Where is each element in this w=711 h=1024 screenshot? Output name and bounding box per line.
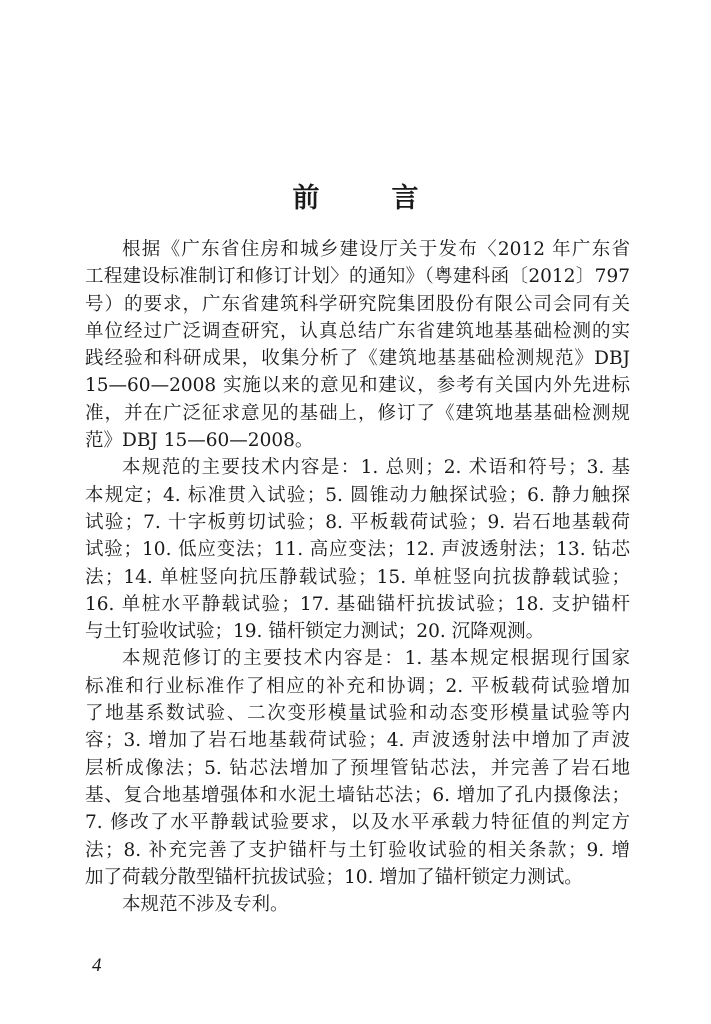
paragraph — [85, 454, 630, 645]
text-line: 容；3. 增加了岩石地基载荷试验；4. 声波透射法中增加了声波 — [85, 730, 630, 752]
title-char-2: 言 — [391, 183, 419, 214]
text-line: 试验；7. 十字板剪切试验；8. 平板载荷试验；9. 岩石地基载荷 — [85, 511, 630, 533]
preface-body — [85, 236, 630, 918]
text-line: 试验；10. 低应变法；11. 高应变法；12. 声波透射法；13. 钻芯 — [85, 539, 630, 561]
paragraph — [85, 645, 630, 891]
text-line: 范》DBJ 15—60—2008。 — [85, 430, 314, 452]
page-number: 4 — [92, 955, 102, 976]
text-line: 本规定；4. 标准贯入试验；5. 圆锥动力触探试验；6. 静力触探 — [85, 484, 630, 506]
text-line: 法；14. 单桩竖向抗压静载试验；15. 单桩竖向抗拔静载试验； — [85, 566, 630, 588]
text-line: 法；8. 补充完善了支护锚杆与土钉验收试验的相关条款；9. 增 — [85, 839, 630, 861]
text-line: 了地基系数试验、二次变形模量试验和动态变形模量试验等内 — [85, 703, 630, 725]
text-line: 基、复合地基增强体和水泥土墙钻芯法；6. 增加了孔内摄像法； — [85, 784, 630, 806]
text-line: 准，并在广泛征求意见的基础上，修订了《建筑地基基础检测规 — [85, 402, 630, 424]
text-line: 践经验和科研成果，收集分析了《建筑地基基础检测规范》DBJ — [85, 348, 630, 370]
text-line: 7. 修改了水平静载试验要求，以及水平承载力特征值的判定方 — [85, 812, 630, 834]
text-line: 根据《广东省住房和城乡建设厅关于发布〈2012 年广东省 — [122, 239, 630, 260]
title-char-1: 前 — [292, 183, 320, 214]
text-line: 单位经过广泛调查研究，认真总结广东省建筑地基基础检测的实 — [85, 320, 630, 342]
paragraph — [85, 891, 630, 918]
text-line: 标准和行业标准作了相应的补充和协调；2. 平板载荷试验增加 — [85, 675, 630, 697]
page-title — [0, 176, 711, 215]
text-line: 号）的要求，广东省建筑科学研究院集团股份有限公司会同有关 — [85, 293, 630, 315]
text-line: 本规范修订的主要技术内容是：1. 基本规定根据现行国家 — [122, 648, 630, 670]
text-line: 层析成像法；5. 钻芯法增加了预埋管钻芯法，并完善了岩石地 — [85, 757, 630, 779]
text-line: 本规范不涉及专利。 — [122, 894, 289, 916]
text-line: 本规范的主要技术内容是：1. 总则；2. 术语和符号；3. 基 — [122, 457, 630, 479]
text-line: 工程建设标准制订和修订计划〉的通知》（粤建科函〔2012〕797 — [85, 266, 630, 288]
paragraph — [85, 236, 630, 454]
text-line: 15—60—2008 实施以来的意见和建议，参考有关国内外先进标 — [85, 375, 630, 397]
text-line: 16. 单桩水平静载试验；17. 基础锚杆抗拔试验；18. 支护锚杆 — [85, 593, 630, 615]
text-line: 加了荷载分散型锚杆抗拔试验；10. 增加了锚杆锁定力测试。 — [85, 866, 583, 888]
text-line: 与土钉验收试验；19. 锚杆锁定力测试；20. 沉降观测。 — [85, 621, 545, 643]
